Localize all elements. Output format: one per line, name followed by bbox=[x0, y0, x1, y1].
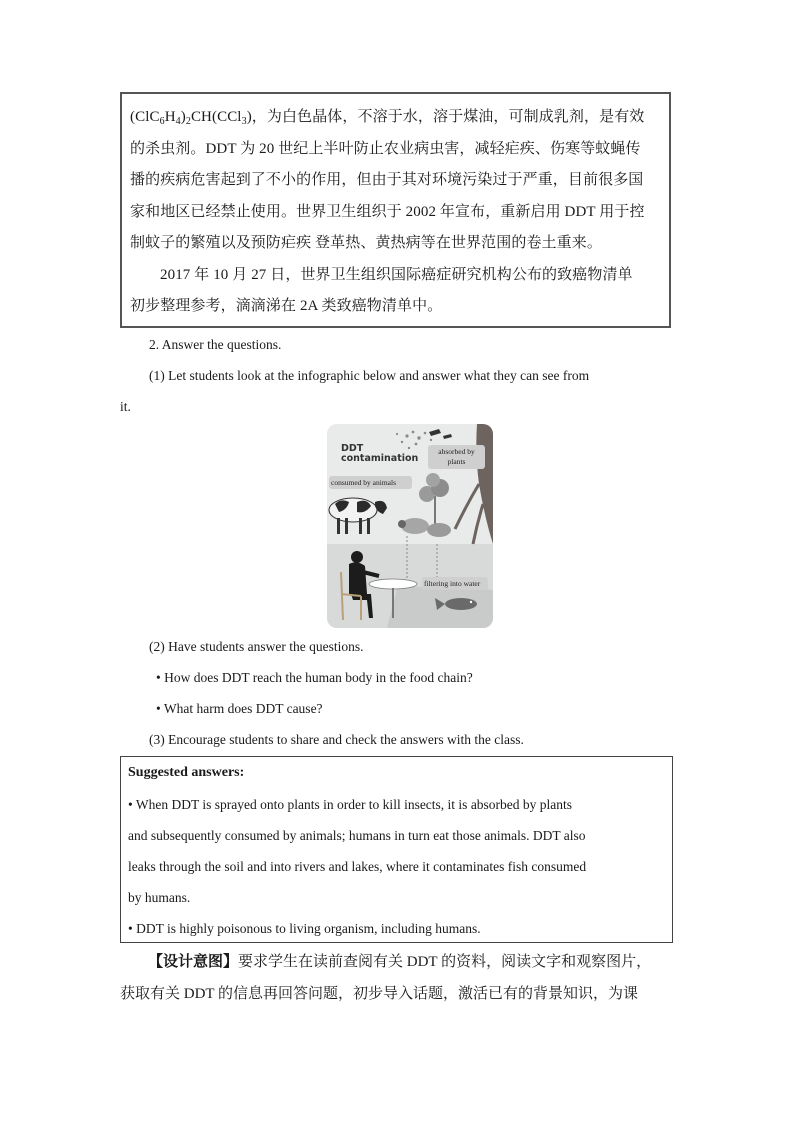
passage-line-6: 2017 年 10 月 27 日，世界卫生组织国际癌症研究机构公布的致癌物清单 bbox=[160, 266, 633, 283]
chinese-passage-box bbox=[120, 92, 671, 328]
passage-line-4: 家和地区已经禁止使用。世界卫生组织于 2002 年宣布，重新启用 DDT 用于控 bbox=[130, 203, 645, 220]
step2-heading: 2. Answer the questions. bbox=[149, 337, 282, 352]
formula-part: CH(CCl bbox=[190, 109, 242, 125]
design-line-2: 获取有关 DDT 的信息再回答问题，初步导入话题，激活已有的背景知识，为课 bbox=[120, 986, 639, 1002]
formula-subscript: 2 bbox=[185, 116, 191, 127]
label-consumed-by-animals: consumed by animals bbox=[331, 478, 396, 487]
passage-line-7: 初步整理参考，滴滴涕在 2A 类致癌物清单中。 bbox=[130, 298, 443, 314]
design-text: 要求学生在读前查阅有关 DDT 的资料，阅读文字和观察图片， bbox=[238, 954, 652, 970]
formula-part: ) bbox=[246, 109, 252, 125]
answer-1-line-1: • When DDT is sprayed onto plants in order to kill insects, it is absorbed by plants bbox=[128, 797, 573, 812]
answer-1-line-4: by humans. bbox=[128, 890, 191, 905]
formula-part: H bbox=[164, 109, 176, 125]
design-intent bbox=[120, 946, 678, 1010]
passage-line-2: 的杀虫剂。DDT 为 20 世纪上半叶防止农业病虫害，减轻疟疾、伤寒等蚊蝇传 bbox=[130, 140, 641, 157]
label-filtering-into-water: filtering into water bbox=[424, 579, 481, 588]
step2-item3: (3) Encourage students to share and check the answers with the class. bbox=[149, 732, 524, 747]
passage-line-1 bbox=[130, 102, 661, 134]
design-label: 【设计意图】 bbox=[148, 954, 239, 970]
formula-part: ) bbox=[180, 109, 186, 125]
step2-item2: (2) Have students answer the questions. bbox=[149, 639, 364, 654]
step2-item1-cont: it. bbox=[120, 399, 131, 414]
answer-1-line-2: and subsequently consumed by animals; humans in turn eat those animals. DDT also bbox=[128, 828, 586, 843]
infographic-title-line2: contamination bbox=[341, 453, 419, 464]
question-1: • How does DDT reach the human body in the food chain? bbox=[156, 670, 473, 685]
infographic-title bbox=[341, 444, 418, 464]
label-absorbed-line1: absorbed by bbox=[438, 447, 475, 456]
passage-line-3: 播的疾病危害起到了不小的作用，但由于其对环境污染过于严重，目前很多国 bbox=[130, 172, 644, 188]
formula-subscript: 3 bbox=[241, 116, 247, 127]
passage-text: ，为白色晶体，不溶于水，溶于煤油，可制成乳剂，是有效 bbox=[251, 109, 645, 125]
question-2: • What harm does DDT cause? bbox=[156, 701, 323, 716]
answer-2: • DDT is highly poisonous to living organism, including humans. bbox=[128, 921, 481, 936]
formula-part: (ClC bbox=[130, 109, 160, 125]
label-absorbed-by-plants bbox=[428, 447, 485, 467]
answer-1-line-3: leaks through the soil and into rivers and lakes, where it contaminates fish consumed bbox=[128, 859, 587, 874]
step2-item1: (1) Let students look at the infographic below and answer what they can see from bbox=[149, 368, 590, 383]
answers-title: Suggested answers: bbox=[128, 765, 245, 780]
ddt-infographic bbox=[327, 424, 493, 628]
formula-subscript: 6 bbox=[159, 116, 165, 127]
label-absorbed-line2: plants bbox=[447, 457, 466, 466]
formula-subscript: 4 bbox=[175, 116, 181, 127]
passage-line-5: 制蚊子的繁殖以及预防疟疾 登革热、黄热病等在世界范围的卷土重来。 bbox=[130, 235, 602, 251]
suggested-answers-box bbox=[120, 756, 673, 943]
design-line-1 bbox=[148, 946, 678, 978]
infographic-title-line1: DDT bbox=[341, 443, 364, 454]
